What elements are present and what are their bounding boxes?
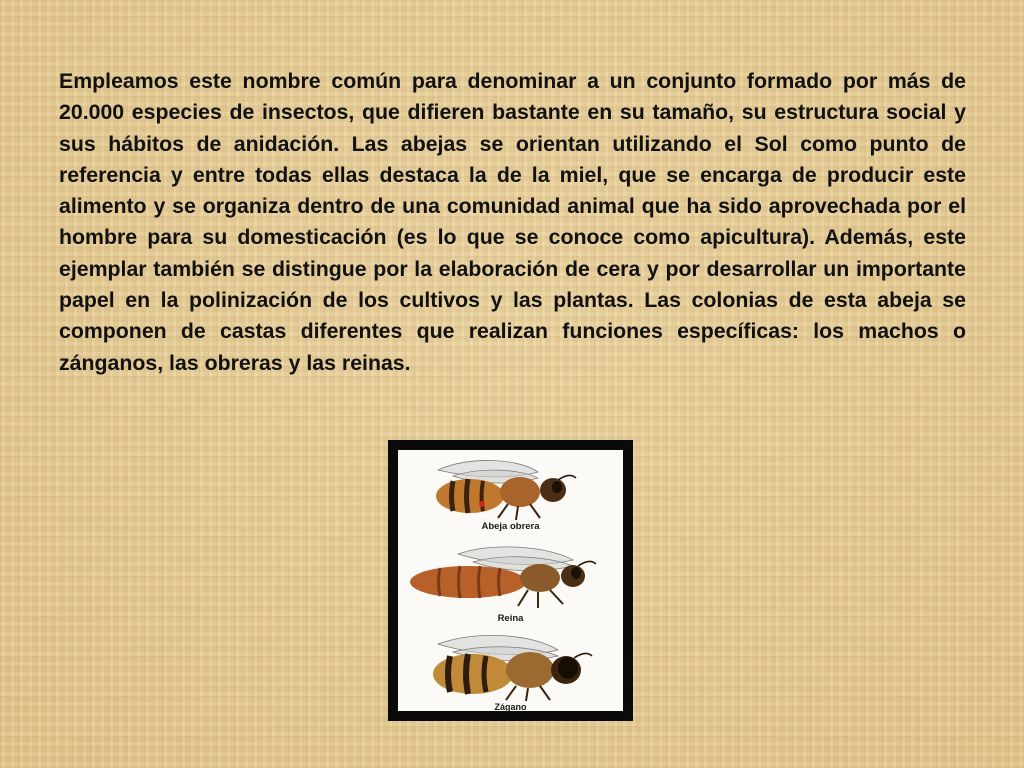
bee-castes-figure — [388, 440, 633, 721]
worker-caption: Abeja obrera — [481, 521, 540, 532]
drone-caption: Zágano — [494, 702, 527, 712]
queen-bee-illustration — [398, 540, 623, 612]
drone-bee-illustration — [398, 630, 623, 702]
queen-caption: Reina — [497, 613, 524, 624]
worker-bee-illustration — [398, 452, 623, 524]
body-paragraph: Empleamos este nombre común para denominar a un conjunto formado por más de 20.000 especies de insectos, que difieren bastante en su tamaño, su estructura social y sus hábitos de anidación. Las abejas se orientan utilizando el Sol como punto de referencia y entre todas ellas destaca la de la miel, que se encarga de producir este alimento y se organiza dentro de una comunidad animal que ha sido aprovechada por el hombre para su domesticación (es lo que se conoce como apicultura). Además, este ejemplar también se distingue por la elaboración de cera y por desarrollar un importante papel en la polinización de los cultivos y las plantas. Las colonias de esta abeja se componen de castas diferentes que realizan funciones específicas: los machos o zánganos, las obreras y las reinas. — [59, 69, 966, 375]
figure-canvas — [398, 450, 623, 711]
